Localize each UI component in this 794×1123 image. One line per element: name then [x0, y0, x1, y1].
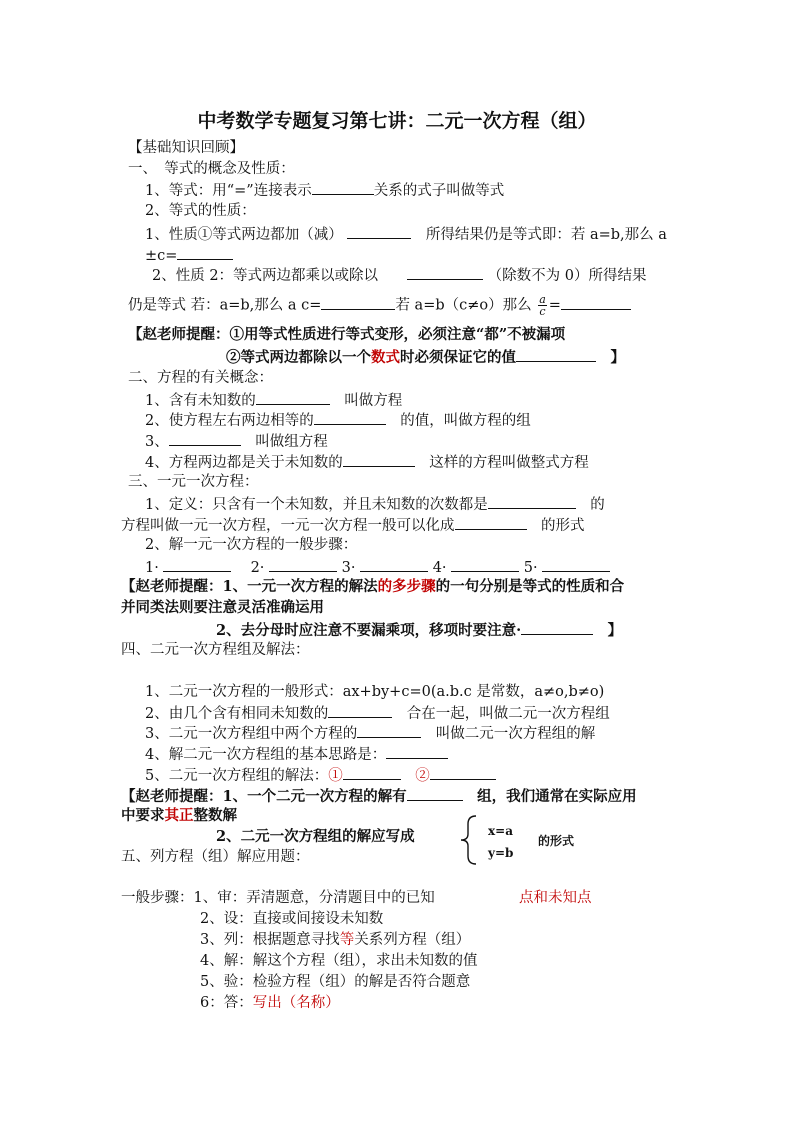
blank[interactable]: [321, 295, 395, 310]
blank[interactable]: [343, 765, 401, 780]
section-basic-review: 【基础知识回顾】: [128, 140, 244, 156]
s4-line-2: 2、由几个含有相同未知数的 合在一起，叫做二元一次方程组: [145, 703, 610, 723]
s5-line-6: 6：答：写出（名称）: [200, 995, 340, 1011]
blank[interactable]: [347, 224, 411, 239]
blank[interactable]: [455, 515, 527, 530]
s1-line-1: 1、等式：用“=”连接表示 关系的式子叫做等式: [145, 180, 504, 200]
blank[interactable]: [407, 786, 463, 801]
blank[interactable]: [169, 431, 241, 446]
section-1-heading: 一、 等式的概念及性质：: [128, 161, 295, 177]
blank[interactable]: [360, 557, 428, 572]
s1-line-2: 2、等式的性质：: [145, 203, 256, 219]
blank[interactable]: [516, 347, 596, 362]
teacher-tip-1-line-2: ②等式两边都除以一个数式时必须保证它的值 】: [226, 349, 625, 366]
s5-line-3: 3、列：根据题意寻找等关系列方程（组）: [200, 932, 471, 948]
solution-y: y=b: [488, 846, 514, 860]
blank[interactable]: [328, 703, 392, 718]
blank[interactable]: [521, 620, 593, 635]
blank[interactable]: [451, 557, 519, 572]
blank[interactable]: [357, 723, 421, 738]
s4-line-3: 3、二元一次方程组中两个方程的 叫做二元一次方程组的解: [145, 723, 595, 743]
s2-line-3: 3、 叫做组方程: [145, 431, 328, 451]
s1-line-4: ±c=: [145, 245, 233, 265]
teacher-tip-1-line-1: 【赵老师提醒：①用等式性质进行等式变形，必须注意“都”不被漏项: [128, 326, 566, 343]
section-3-heading: 三、一元一次方程：: [128, 474, 259, 490]
section-5-heading: 五、列方程（组）解应用题：: [121, 849, 310, 865]
blank[interactable]: [542, 557, 610, 572]
s4-line-5: 5、二元一次方程组的解法：① ②: [145, 765, 496, 785]
s2-line-4: 4、方程两边都是关于未知数的 这样的方程叫做整式方程: [145, 452, 589, 472]
s3-steps: 1· 2· 3· 4· 5·: [145, 557, 610, 577]
s4-line-4: 4、解二元一次方程组的基本思路是：: [145, 744, 448, 764]
s3-line-1: 1、定义：只含有一个未知数，并且未知数的次数都是 的: [145, 494, 605, 514]
teacher-tip-3-line-2: 中要求其正整数解: [121, 807, 237, 824]
section-2-heading: 二、方程的有关概念：: [128, 370, 273, 386]
s3-line-3: 2、解一元一次方程的一般步骤：: [145, 537, 358, 553]
teacher-tip-2-line-1: 【赵老师提醒：1、一元一次方程的解法的多步骤的一句分别是等式的性质和合: [121, 578, 625, 595]
s2-line-1: 1、含有未知数的 叫做方程: [145, 390, 402, 410]
s5-line-2: 2、设：直接或间接设未知数: [200, 911, 384, 927]
blank[interactable]: [488, 494, 576, 509]
s2-line-2: 2、使方程左右两边相等的 的值，叫做方程的组: [145, 410, 531, 430]
s5-line-1: 一般步骤：1、审：弄清题意，分清题目中的已知: [121, 890, 435, 906]
teacher-tip-3-line-1: 【赵老师提醒：1、一个二元一次方程的解有 组，我们通常在实际应用: [121, 788, 637, 805]
s5-line-4: 4、解：解这个方程（组），求出未知数的值: [200, 953, 478, 969]
s1-line-6: 仍是等式 若：a=b,那么 a c= 若 a=b（c≠o）那么 $\frac{a}{c}$ =: [128, 294, 631, 317]
s5-line-5: 5、验：检验方程（组）的解是否符合题意: [200, 974, 471, 990]
page-title: 中考数学专题复习第七讲：二元一次方程（组）: [197, 110, 597, 132]
blank[interactable]: [314, 410, 386, 425]
teacher-tip-2-line-3: 2、去分母时应注意不要漏乘项，移项时要注意· 】: [216, 622, 623, 639]
s1-line-5: 2、性质 2：等式两边都乘以或除以 （除数不为 0）所得结果: [152, 265, 647, 285]
blank[interactable]: [177, 245, 233, 260]
blank[interactable]: [430, 765, 496, 780]
s3-line-2: 方程叫做一元一次方程，一元一次方程一般可以化成 的形式: [121, 515, 585, 535]
s4-line-1: 1、二元一次方程的一般形式：ax+by+c=0(a.b.c 是常数，a≠o,b≠o): [145, 684, 605, 700]
blank[interactable]: [256, 390, 330, 405]
section-4-heading: 四、二元一次方程组及解法：: [121, 642, 310, 658]
s5-line-1-known-unknown: 点和未知点: [519, 890, 592, 906]
teacher-tip-2-line-2: 并同类法则要注意灵活准确运用: [121, 599, 324, 616]
blank[interactable]: [386, 744, 448, 759]
blank[interactable]: [561, 295, 631, 310]
blank[interactable]: [269, 557, 337, 572]
solution-form-label: 的形式: [538, 834, 575, 848]
blank[interactable]: [163, 557, 231, 572]
blank[interactable]: [407, 265, 483, 280]
left-brace-icon: [458, 814, 480, 866]
teacher-tip-3-line-3: 2、二元一次方程组的解应写成: [216, 828, 415, 845]
fraction-a-over-c: $\frac{a}{c}$: [539, 293, 546, 318]
blank[interactable]: [312, 180, 374, 195]
solution-x: x=a: [488, 824, 513, 838]
blank[interactable]: [343, 452, 415, 467]
s1-line-3: 1、性质①等式两边都加（减） 所得结果仍是等式即：若 a=b,那么 a: [145, 224, 667, 244]
